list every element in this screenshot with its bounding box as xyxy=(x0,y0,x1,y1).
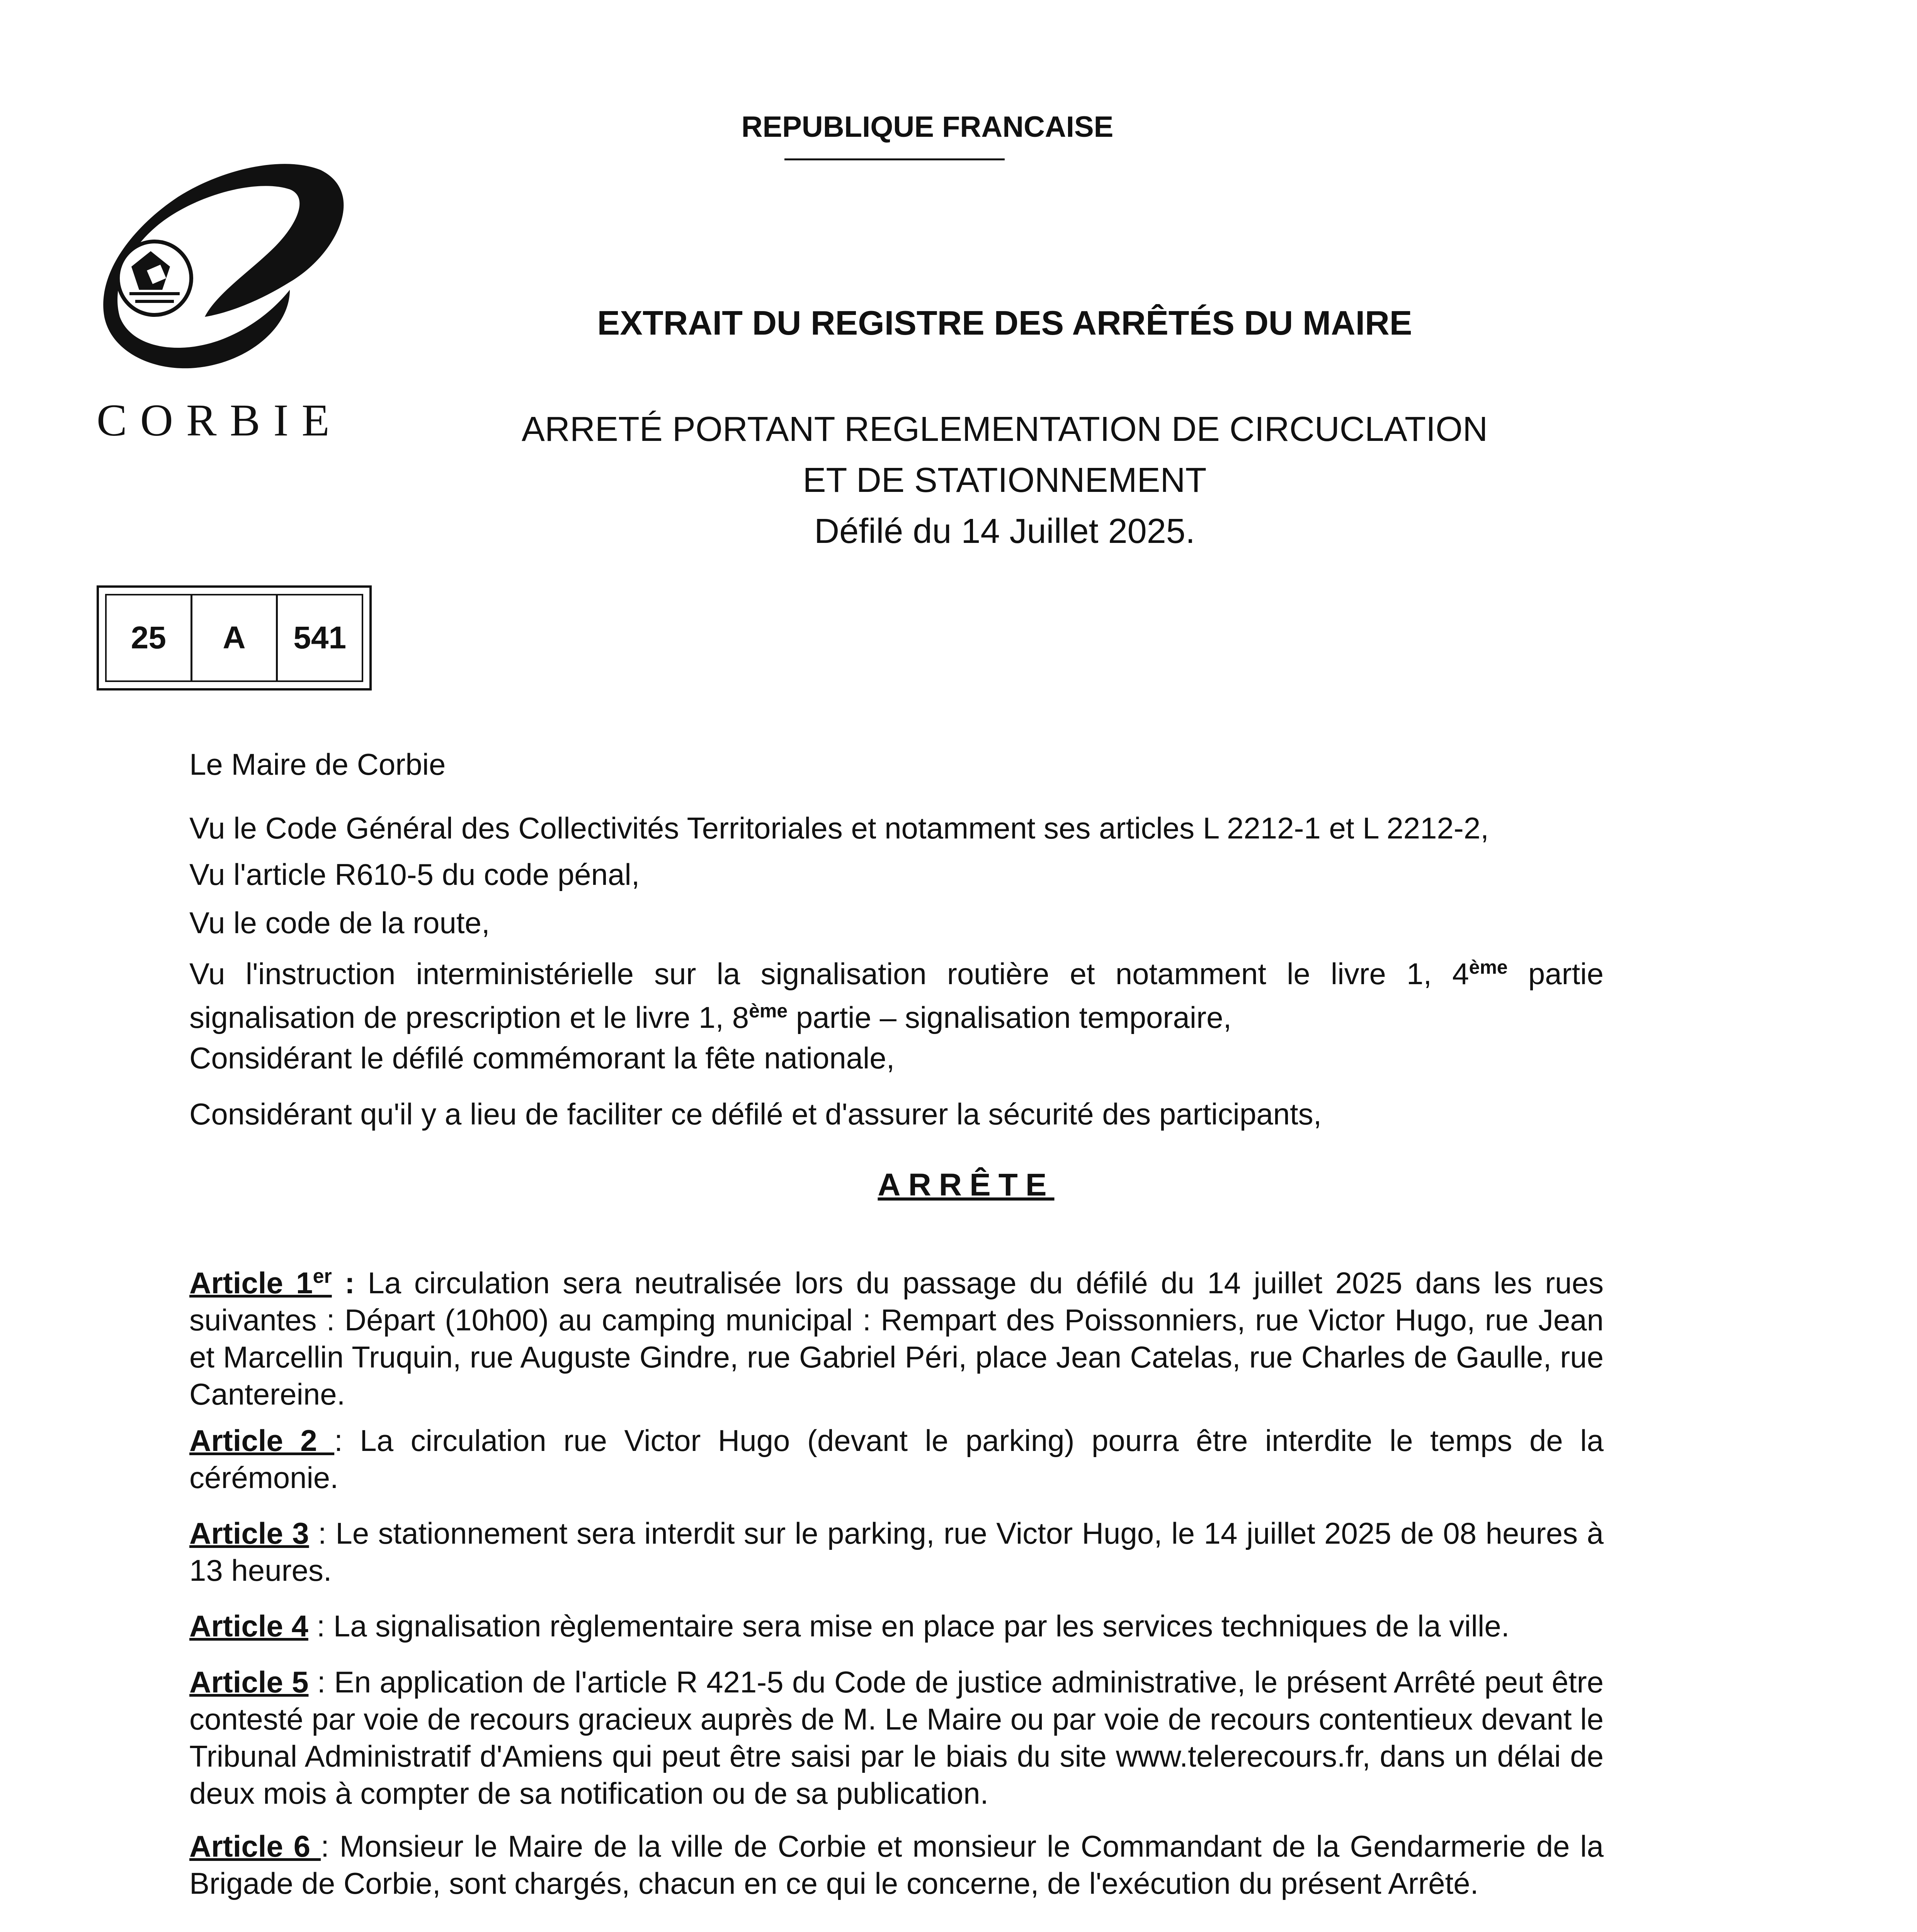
logo-text: CORBIE xyxy=(97,395,343,446)
article-2-label: Article 2 xyxy=(189,1423,335,1458)
article-6: Article 6 : Monsieur le Maire de la ville de Corbie et monsieur le Commandant de la Gendarmerie de la Brigade de Corbie, sont chargés, chacun en ce qui le concerne, de l'exécution du présent Arrêté. xyxy=(189,1829,1604,1900)
preamble-vu-code-penal: Vu l'article R610-5 du code pénal, xyxy=(189,857,640,891)
reference-type: A xyxy=(191,595,276,680)
preamble-vu-cgct: Vu le Code Général des Collectivités Territoriales et notamment ses articles L 2212-1 et L 2212-2, xyxy=(189,811,1489,845)
preamble-considerant-fete: Considérant le défilé commémorant la fête nationale, xyxy=(189,1041,895,1075)
article-4-label: Article 4 xyxy=(189,1609,308,1643)
article-2: Article 2 : La circulation rue Victor Hugo (devant le parking) pourra être interdite le temps de la cérémonie. xyxy=(189,1423,1604,1495)
arrete-title-line1: ARRETÉ PORTANT REGLEMENTATION DE CIRCUCLATION xyxy=(521,410,1488,449)
preamble-considerant-securite: Considérant qu'il y a lieu de faciliter ce défilé et d'assurer la sécurité des participants, xyxy=(189,1097,1322,1131)
reference-number: 541 xyxy=(276,595,362,680)
reference-box xyxy=(97,585,372,690)
arrete-title-line2: ET DE STATIONNEMENT xyxy=(803,461,1207,500)
article-1: Article 1er : La circulation sera neutralisée lors du passage du défilé du 14 juillet 2025 dans les rues suivantes : Départ (10h00) au camping municipal : Rempart des Poissonniers, rue Victor Hugo, rue Jean et Marcellin Truquin, rue Auguste Gindre, rue Gabriel Péri, place Jean Catelas, rue Charles de Gaulle, rue Cantereine. xyxy=(189,1265,1604,1411)
article-4: Article 4 : La signalisation règlementaire sera mise en place par les services techniques de la ville. xyxy=(189,1609,1510,1643)
article-3-label: Article 3 xyxy=(189,1516,309,1550)
article-5-label: Article 5 xyxy=(189,1665,309,1699)
arrete-title-line3: Défilé du 14 Juillet 2025. xyxy=(814,512,1195,551)
article-6-label: Article 6 xyxy=(189,1829,321,1863)
article-5: Article 5 : En application de l'article R 421-5 du Code de justice administrative, le présent Arrêté peut être contesté par voie de recours gracieux auprès de M. Le Maire ou par voie de recours contentieux devant le Tribunal Administratif d'Amiens qui peut être saisi par le biais du site www.telerecours.fr, dans un délai de deux mois à compter de sa notification ou de sa publication. xyxy=(189,1665,1604,1810)
preamble-vu-instruction: Vu l'instruction interministérielle sur la signalisation routière et notamment le livre 1, 4ème partie signalisation de prescription et le livre 1, 8ème partie – signalisation temporaire, xyxy=(189,956,1604,1034)
reference-year: 25 xyxy=(131,620,166,655)
preamble-maire: Le Maire de Corbie xyxy=(189,747,446,781)
heading-rule xyxy=(784,158,1005,160)
arrete-heading: ARRÊTE xyxy=(878,1167,1055,1202)
arrete-title-block xyxy=(483,404,1526,557)
republic-heading: REPUBLIQUE FRANCAISE xyxy=(741,111,1114,143)
article-3: Article 3 : Le stationnement sera interdit sur le parking, rue Victor Hugo, le 14 juillet 2025 de 08 heures à 13 heures. xyxy=(189,1516,1604,1587)
register-heading: EXTRAIT DU REGISTRE DES ARRÊTÉS DU MAIRE xyxy=(597,304,1412,342)
article-1-label: Article 1er xyxy=(189,1265,332,1300)
corbie-logo-icon xyxy=(89,155,367,386)
preamble-vu-code-route: Vu le code de la route, xyxy=(189,906,490,940)
